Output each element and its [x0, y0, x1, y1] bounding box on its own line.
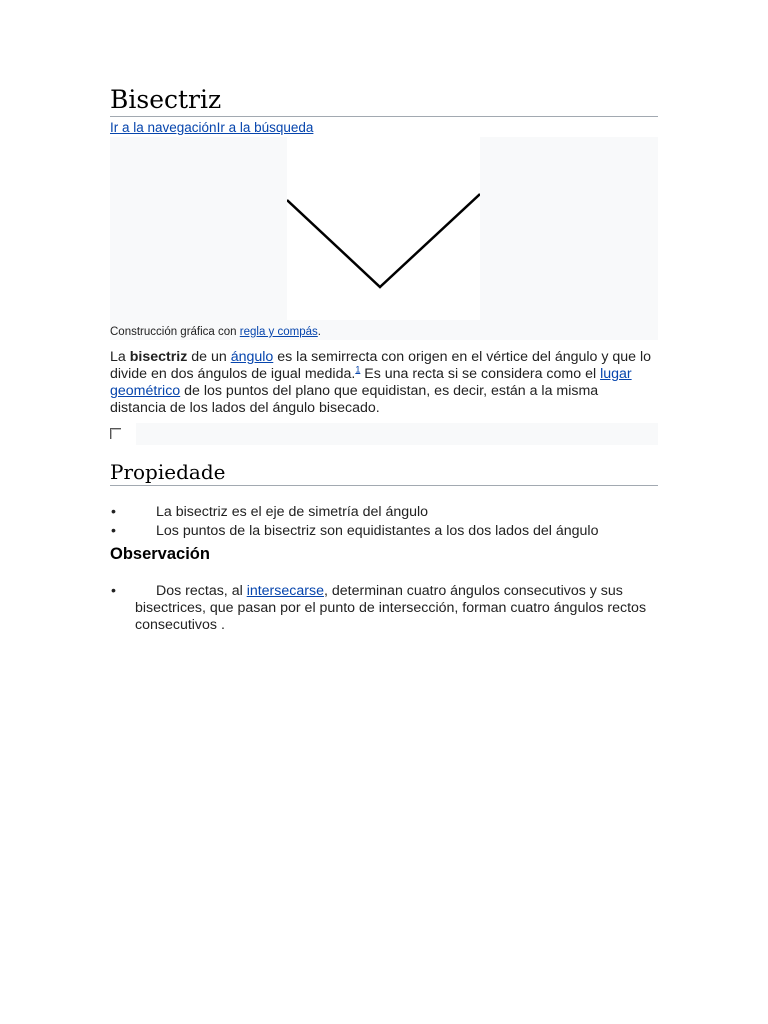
page-title: Bisectriz [110, 84, 658, 117]
list-item: • Los puntos de la bisectriz son equidistantes a los dos lados del ángulo [111, 523, 599, 539]
term-bisectriz: bisectriz [129, 349, 188, 365]
angle-sides [287, 194, 480, 287]
list-item: • Dos rectas, al intersecarse, determinan cuatro ángulos consecutivos y sus bisectrices, que pasan por el punto de intersección, forman cuatro ángulos rectos consecutivos . [111, 583, 647, 633]
angle-illustration [287, 137, 480, 320]
jump-links [110, 120, 313, 136]
observation-list [110, 583, 658, 634]
bullet: • [111, 523, 116, 539]
caption-text: Construcción gráfica con [110, 326, 240, 338]
properties-list [110, 503, 658, 541]
intersect-link[interactable]: intersecarse [246, 583, 324, 599]
toc-bar [136, 423, 658, 445]
toc-row [110, 423, 658, 445]
caption-end: . [317, 326, 321, 338]
ruler-and-compass-link[interactable]: regla y compás [239, 326, 318, 338]
angle-link[interactable]: ángulo [230, 349, 274, 365]
section-heading-propiedades: Propiedade [110, 459, 658, 486]
thumbnail-figure [110, 137, 658, 340]
section-heading-observacion: Observación [110, 545, 210, 563]
intro-paragraph: La bisectriz de un ángulo es la semirrecta con origen en el vértice del ángulo y que lo divide en dos ángulos de igual medida.$^1$ Es una recta si se considera como el lugar geométrico de los puntos del plano que equidistan, es decir, están a la misma distancia de los lados del ángulo bisecado. [110, 349, 652, 416]
jump-to-search-link[interactable]: Ir a la búsqueda [216, 120, 314, 135]
figure-caption [110, 325, 321, 339]
bisector-construction-image[interactable] [287, 137, 480, 320]
jump-to-navigation-link[interactable]: Ir a la navegación [110, 120, 217, 135]
bullet: • [111, 583, 116, 599]
locus-link[interactable]: lugar geométrico [110, 366, 632, 399]
reference-link[interactable]: 1 [355, 364, 361, 375]
toc-toggle-checkbox[interactable] [110, 428, 121, 439]
bullet: • [111, 504, 116, 520]
list-item: • La bisectriz es el eje de simetría del ángulo [111, 504, 429, 520]
